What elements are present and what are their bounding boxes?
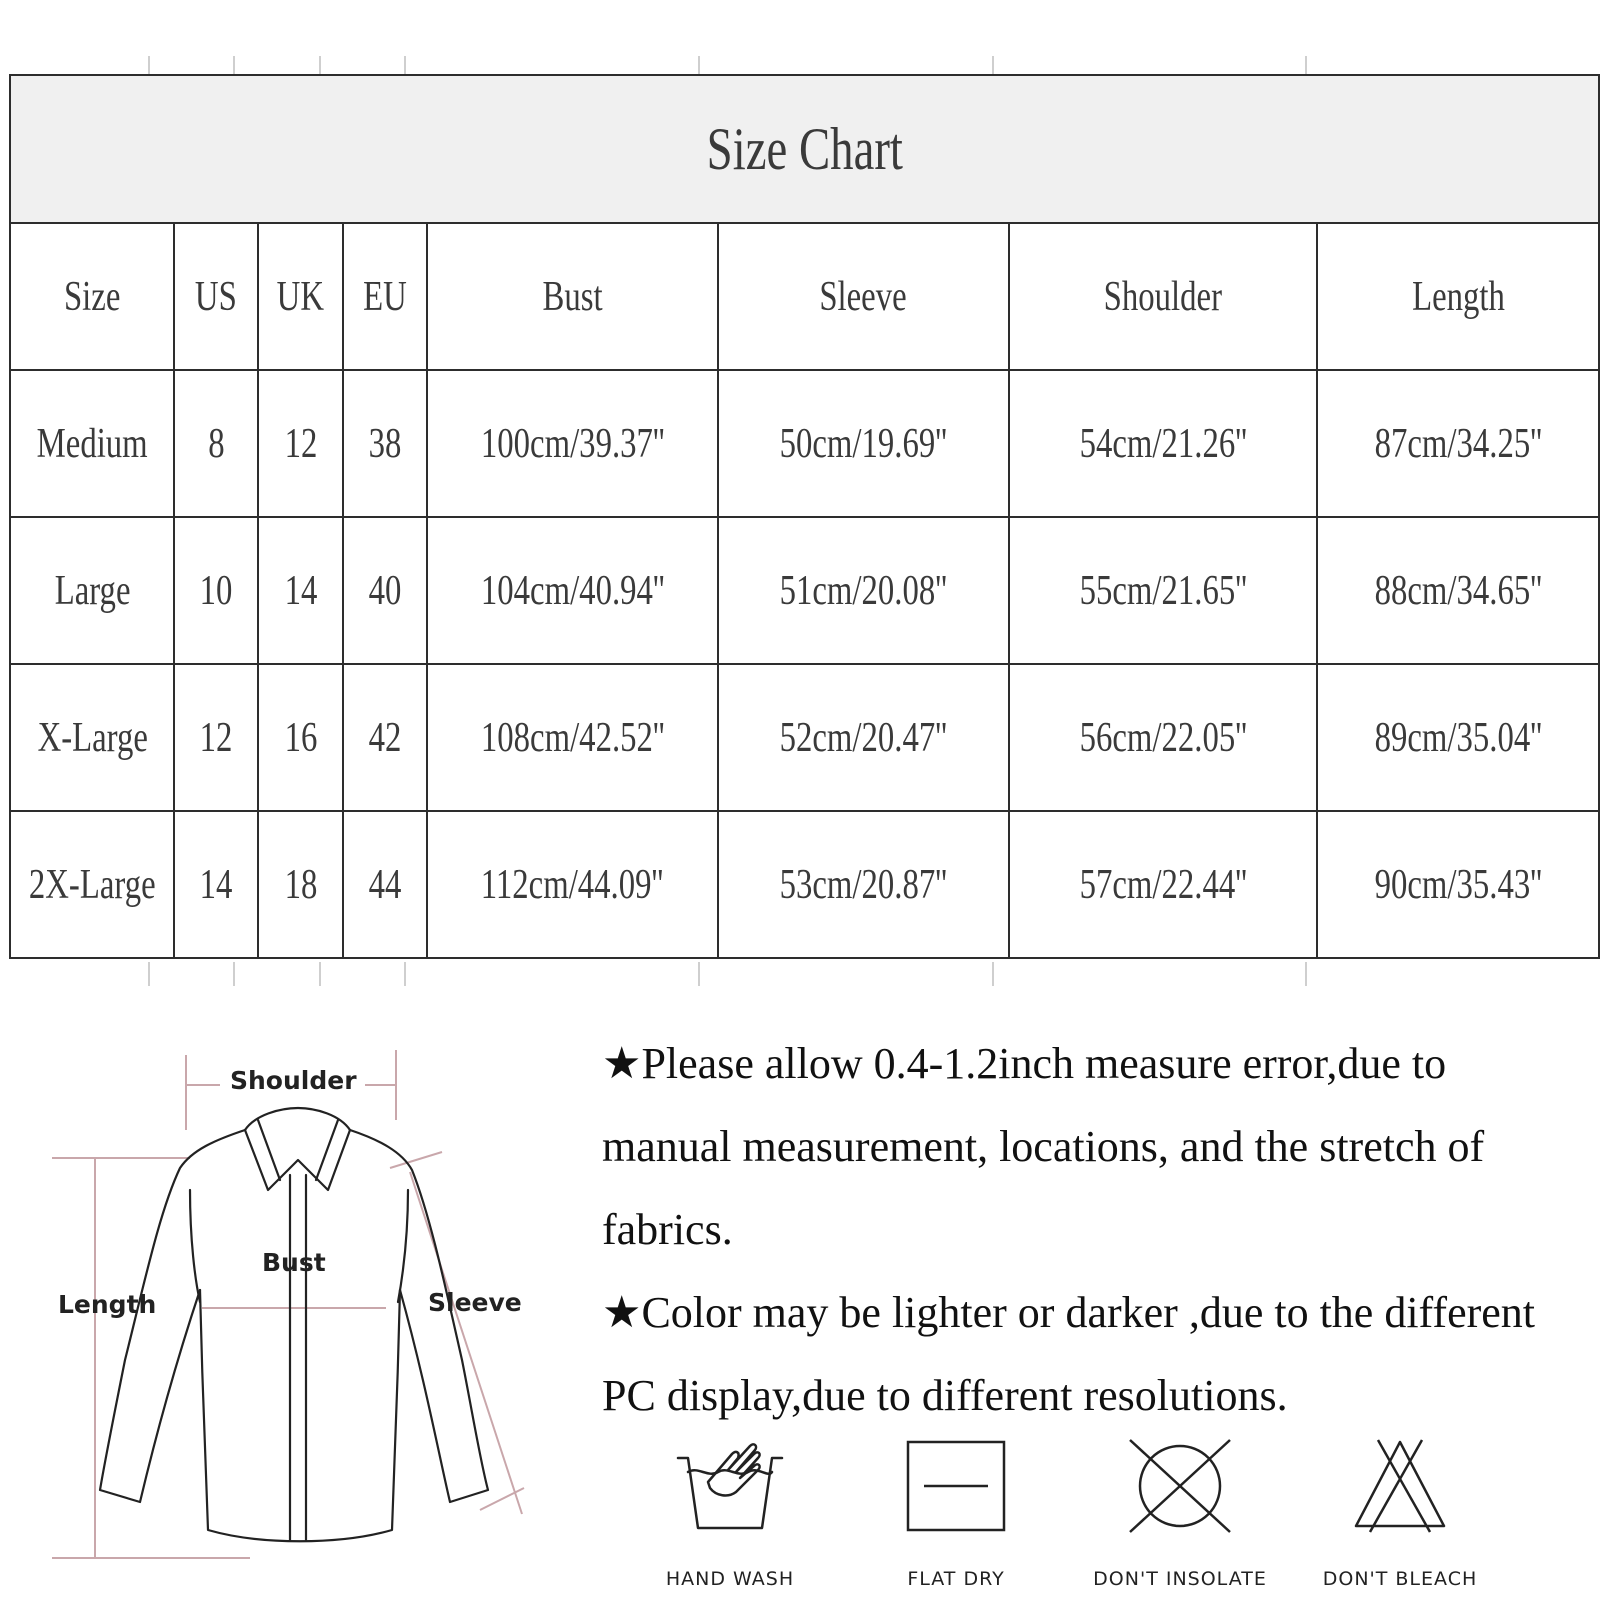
table-cell: 38	[343, 370, 427, 517]
table-cell: 44	[343, 811, 427, 958]
ruler-tick	[233, 962, 235, 986]
note-color-difference: ★Color may be lighter or darker ,due to the different PC display,due to different resolutions.	[602, 1288, 1536, 1420]
table-row	[10, 664, 1599, 811]
shoulder-label: Shoulder	[230, 1066, 357, 1095]
ruler-tick	[319, 56, 321, 74]
care-dont-insolate	[1080, 1436, 1280, 1590]
header-us: US	[174, 223, 258, 370]
size-chart-table	[9, 74, 1600, 959]
table-cell: 87cm/34.25''	[1317, 370, 1599, 517]
flat-dry-icon	[896, 1436, 1016, 1536]
table-cell: 14	[174, 811, 258, 958]
ruler-tick	[698, 962, 700, 986]
table-cell: 53cm/20.87''	[718, 811, 1008, 958]
length-label: Length	[58, 1290, 157, 1319]
table-cell: 57cm/22.44''	[1009, 811, 1318, 958]
table-cell: 14	[258, 517, 343, 664]
header-shoulder: Shoulder	[1009, 223, 1318, 370]
table-cell: X-Large	[10, 664, 174, 811]
ruler-tick	[1305, 962, 1307, 986]
table-cell: 112cm/44.09''	[427, 811, 718, 958]
sleeve-label: Sleeve	[428, 1288, 522, 1317]
table-cell: 18	[258, 811, 343, 958]
ruler-tick	[992, 962, 994, 986]
header-length: Length	[1317, 223, 1599, 370]
table-cell: 108cm/42.52''	[427, 664, 718, 811]
dont-insolate-icon	[1120, 1436, 1240, 1536]
table-row	[10, 517, 1599, 664]
table-cell: 8	[174, 370, 258, 517]
notes-block	[602, 1022, 1582, 1437]
shirt-measurement-diagram	[40, 1040, 560, 1580]
flat-dry-label: FLAT DRY	[907, 1568, 1005, 1590]
bust-label: Bust	[262, 1248, 326, 1277]
care-dont-bleach	[1300, 1436, 1500, 1590]
header-eu: EU	[343, 223, 427, 370]
care-flat-dry	[856, 1436, 1056, 1590]
table-row	[10, 370, 1599, 517]
care-hand-wash	[630, 1436, 830, 1590]
table-cell: 104cm/40.94''	[427, 517, 718, 664]
ruler-tick	[148, 56, 150, 74]
ruler-tick	[404, 56, 406, 74]
ruler-tick	[1305, 56, 1307, 74]
ruler-tick	[319, 962, 321, 986]
table-cell: 90cm/35.43''	[1317, 811, 1599, 958]
dont-bleach-label: DON'T BLEACH	[1322, 1568, 1478, 1590]
header-size: Size	[10, 223, 174, 370]
table-cell: 42	[343, 664, 427, 811]
ruler-tick	[148, 962, 150, 986]
table-cell: 100cm/39.37''	[427, 370, 718, 517]
ruler-tick	[404, 962, 406, 986]
header-bust: Bust	[427, 223, 718, 370]
table-cell: Large	[10, 517, 174, 664]
hand-wash-label: HAND WASH	[665, 1568, 795, 1590]
table-header-row	[10, 223, 1599, 370]
ruler-tick	[233, 56, 235, 74]
table-cell: 55cm/21.65''	[1009, 517, 1318, 664]
table-cell: 16	[258, 664, 343, 811]
header-sleeve: Sleeve	[718, 223, 1008, 370]
ruler-tick	[698, 56, 700, 74]
table-cell: 51cm/20.08''	[718, 517, 1008, 664]
table-cell: 12	[258, 370, 343, 517]
dont-bleach-icon	[1340, 1436, 1460, 1536]
table-cell: 89cm/35.04''	[1317, 664, 1599, 811]
table-cell: 10	[174, 517, 258, 664]
table-cell: Medium	[10, 370, 174, 517]
table-cell: 52cm/20.47''	[718, 664, 1008, 811]
hand-wash-icon	[670, 1436, 790, 1536]
table-row	[10, 811, 1599, 958]
table-title: Size Chart	[10, 75, 1599, 223]
dont-insolate-label: DON'T INSOLATE	[1093, 1568, 1267, 1590]
ruler-tick	[992, 56, 994, 74]
table-cell: 40	[343, 517, 427, 664]
table-cell: 56cm/22.05''	[1009, 664, 1318, 811]
table-cell: 50cm/19.69''	[718, 370, 1008, 517]
table-cell: 88cm/34.65''	[1317, 517, 1599, 664]
header-uk: UK	[258, 223, 343, 370]
table-cell: 12	[174, 664, 258, 811]
table-cell: 54cm/21.26''	[1009, 370, 1318, 517]
table-cell: 2X-Large	[10, 811, 174, 958]
note-measure-error: ★Please allow 0.4-1.2inch measure error,due to manual measurement, locations, and the stretch of fabrics.	[602, 1039, 1485, 1254]
